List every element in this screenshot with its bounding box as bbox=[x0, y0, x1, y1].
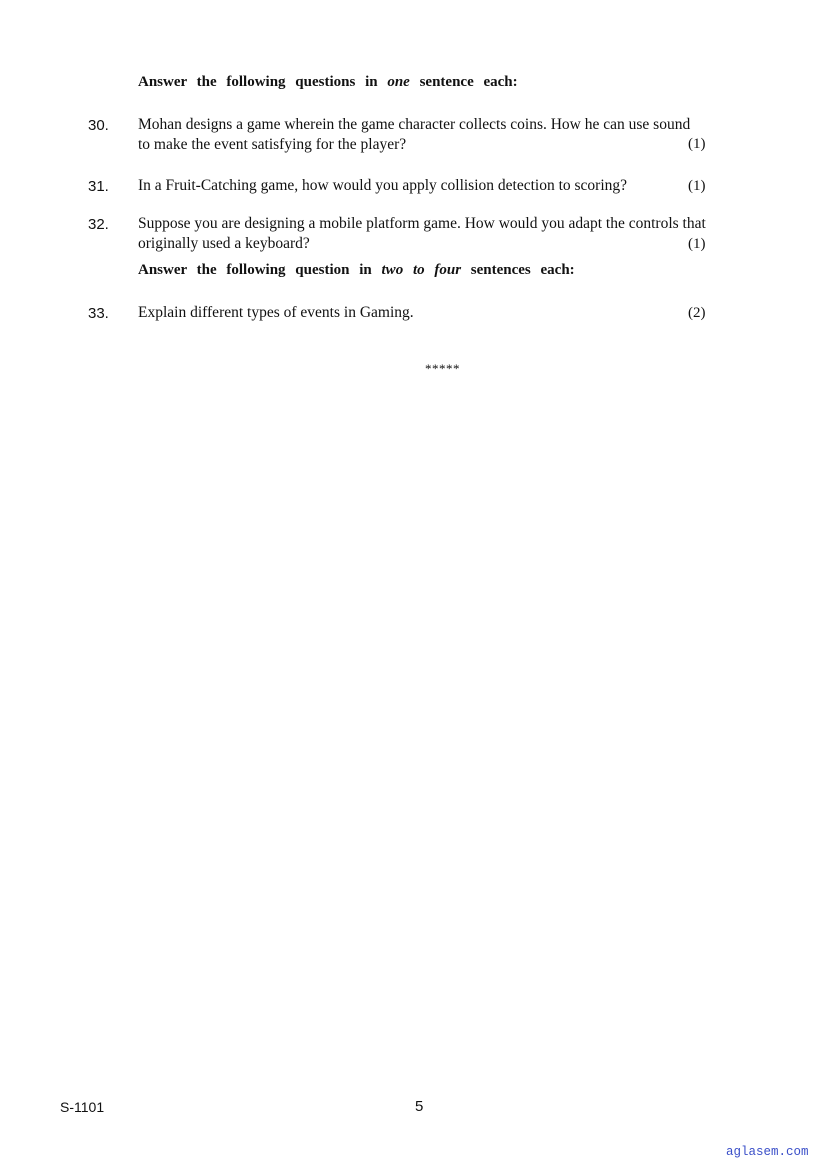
question-marks: (1) bbox=[688, 136, 706, 152]
watermark-link[interactable]: aglasem.com bbox=[726, 1145, 809, 1159]
instruction-emphasis: one bbox=[387, 74, 410, 90]
question-text-line: originally used a keyboard? bbox=[138, 235, 310, 252]
question-number: 30. bbox=[88, 117, 109, 134]
question-marks: (1) bbox=[688, 236, 706, 252]
page-number: 5 bbox=[415, 1098, 424, 1115]
question-text-line: Mohan designs a game wherein the game character collects coins. How he can use sound bbox=[138, 116, 691, 133]
question-number: 32. bbox=[88, 216, 109, 233]
question-number: 31. bbox=[88, 178, 109, 195]
question-text-line: Suppose you are designing a mobile platform game. How would you adapt the controls that bbox=[138, 215, 706, 232]
instruction-text: Answer the following question in bbox=[138, 262, 372, 278]
end-of-paper-marker: ***** bbox=[425, 361, 460, 376]
instruction-text: sentences each: bbox=[470, 262, 575, 278]
question-text-line: In a Fruit-Catching game, how would you apply collision detection to scoring? bbox=[138, 177, 628, 194]
question-number: 33. bbox=[88, 305, 109, 322]
question-marks: (1) bbox=[688, 178, 706, 194]
question-text-line: to make the event satisfying for the player? bbox=[138, 136, 407, 153]
section-instruction-one-sentence bbox=[138, 74, 518, 91]
question-text-line: Explain different types of events in Gaming. bbox=[138, 304, 414, 321]
instruction-emphasis: two to four bbox=[381, 262, 462, 278]
section-instruction-two-to-four-sentences bbox=[138, 262, 575, 279]
instruction-text: Answer the following questions in bbox=[138, 74, 378, 90]
question-marks: (2) bbox=[688, 305, 706, 321]
instruction-text: sentence each: bbox=[419, 74, 518, 90]
paper-code: S-1101 bbox=[60, 1099, 105, 1115]
